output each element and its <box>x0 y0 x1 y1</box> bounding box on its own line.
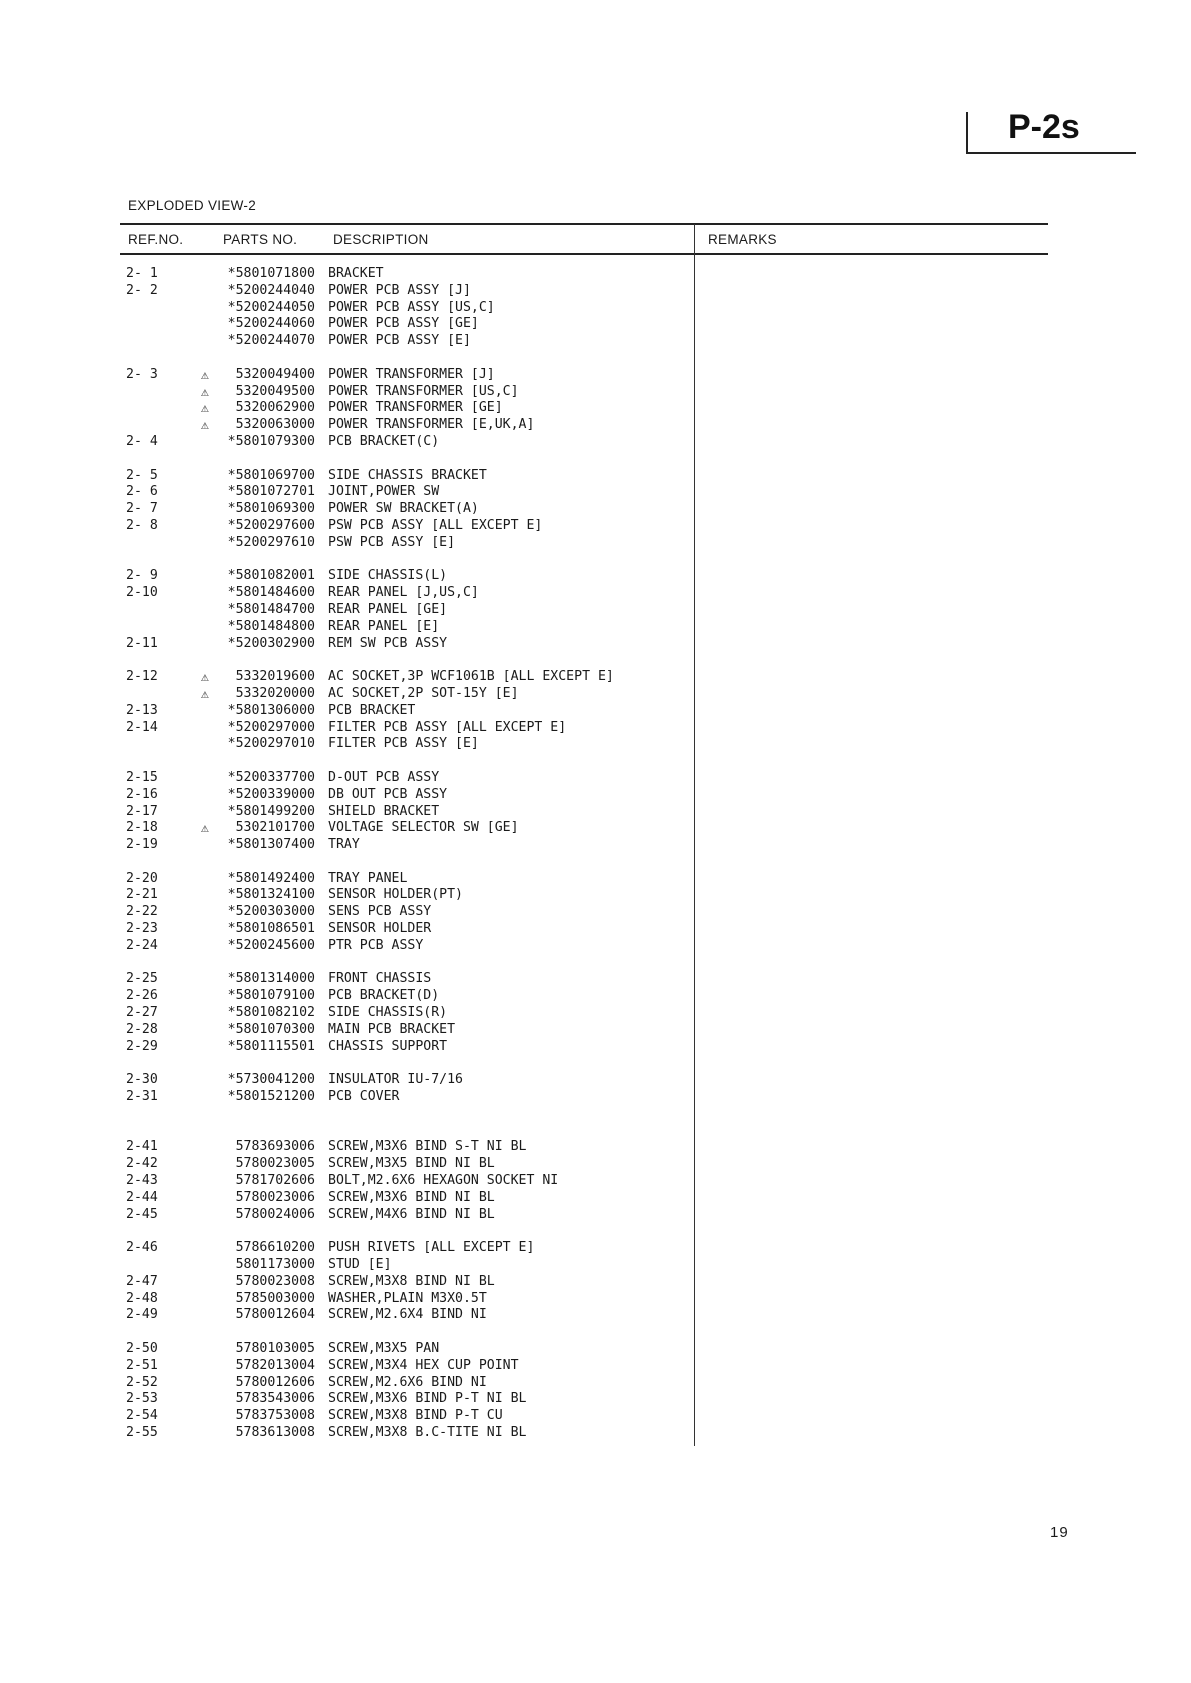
part-description: SCREW,M3X8 BIND NI BL <box>328 1273 495 1289</box>
part-number: *5200297600 <box>227 517 315 533</box>
ref-no: 2-49 <box>126 1307 158 1323</box>
part-description: POWER PCB ASSY [GE] <box>328 316 479 332</box>
table-row <box>0 1089 700 1106</box>
table-row <box>0 988 700 1005</box>
table-top-rule <box>120 223 1048 225</box>
safety-warning-icon: ⚠ <box>201 686 209 702</box>
part-number: *5801086501 <box>227 921 315 937</box>
part-description: POWER PCB ASSY [US,C] <box>328 299 495 315</box>
part-number: *5801484600 <box>227 585 315 601</box>
table-row <box>0 804 700 821</box>
row-spacer <box>0 753 700 770</box>
ref-no: 2- 7 <box>126 501 158 517</box>
part-number: *5200302900 <box>227 635 315 651</box>
part-description: SENS PCB ASSY <box>328 904 432 920</box>
part-description: SCREW,M3X8 B.C-TITE NI BL <box>328 1424 527 1440</box>
table-row <box>0 1408 700 1425</box>
ref-no: 2-20 <box>126 870 158 886</box>
part-description: AC SOCKET,3P WCF1061B [ALL EXCEPT E] <box>328 669 614 685</box>
part-description: POWER SW BRACKET(A) <box>328 501 479 517</box>
table-row <box>0 468 700 485</box>
table-row <box>0 1139 700 1156</box>
table-row <box>0 367 700 384</box>
part-description: POWER TRANSFORMER [J] <box>328 366 495 382</box>
ref-no: 2- 1 <box>126 266 158 281</box>
part-number: *5200339000 <box>227 786 315 802</box>
part-number: 5785003000 <box>235 1290 315 1306</box>
table-row <box>0 619 700 636</box>
part-number: 5332020000 <box>235 685 315 701</box>
part-number: 5783543006 <box>235 1391 315 1407</box>
part-number: *5801082001 <box>227 568 315 584</box>
part-description: PUSH RIVETS [ALL EXCEPT E] <box>328 1240 535 1256</box>
ref-no: 2-30 <box>126 1072 158 1088</box>
part-description: POWER TRANSFORMER [GE] <box>328 400 503 416</box>
part-number: 5780012604 <box>235 1307 315 1323</box>
ref-no: 2-44 <box>126 1189 158 1205</box>
part-description: POWER PCB ASSY [E] <box>328 333 471 349</box>
part-description: POWER PCB ASSY [J] <box>328 282 471 298</box>
part-description: FILTER PCB ASSY [E] <box>328 736 479 752</box>
table-row <box>0 1358 700 1375</box>
part-number: 5302101700 <box>235 820 315 836</box>
part-description: SCREW,M3X8 BIND P-T CU <box>328 1408 503 1424</box>
table-row <box>0 686 700 703</box>
ref-no: 2-27 <box>126 1005 158 1021</box>
safety-warning-icon: ⚠ <box>201 821 209 837</box>
row-spacer <box>0 1106 700 1140</box>
table-row <box>0 585 700 602</box>
part-description: BRACKET <box>328 266 384 281</box>
part-description: TRAY <box>328 837 360 853</box>
part-description: SIDE CHASSIS BRACKET <box>328 467 487 483</box>
safety-warning-icon: ⚠ <box>201 384 209 400</box>
part-description: TRAY PANEL <box>328 870 408 886</box>
part-number: 5780024006 <box>235 1206 315 1222</box>
table-row <box>0 1173 700 1190</box>
ref-no: 2- 3 <box>126 366 158 382</box>
part-description: FRONT CHASSIS <box>328 971 432 987</box>
table-row <box>0 971 700 988</box>
table-row <box>0 316 700 333</box>
table-row <box>0 1375 700 1392</box>
part-number: *5200303000 <box>227 904 315 920</box>
part-description: SCREW,M4X6 BIND NI BL <box>328 1206 495 1222</box>
ref-no: 2- 8 <box>126 517 158 533</box>
part-number: 5332019600 <box>235 669 315 685</box>
table-row <box>0 720 700 737</box>
part-description: SCREW,M2.6X6 BIND NI <box>328 1374 487 1390</box>
part-description: SCREW,M3X6 BIND P-T NI BL <box>328 1391 527 1407</box>
model-code: P-2s <box>1008 108 1080 146</box>
part-description: PCB BRACKET(C) <box>328 433 440 449</box>
ref-no: 2-45 <box>126 1206 158 1222</box>
col-header-remarks: REMARKS <box>708 232 777 247</box>
table-row <box>0 501 700 518</box>
part-number: *5801082102 <box>227 1005 315 1021</box>
ref-no: 2-48 <box>126 1290 158 1306</box>
table-row <box>0 736 700 753</box>
safety-warning-icon: ⚠ <box>201 367 209 383</box>
part-description: SHIELD BRACKET <box>328 803 440 819</box>
safety-warning-icon: ⚠ <box>201 401 209 417</box>
part-description: SENSOR HOLDER <box>328 921 432 937</box>
ref-no: 2-17 <box>126 803 158 819</box>
table-row <box>0 1190 700 1207</box>
table-row <box>0 1072 700 1089</box>
part-number: *5801115501 <box>227 1038 315 1054</box>
page-number: 19 <box>1050 1524 1069 1541</box>
table-header-rule <box>120 253 1048 255</box>
part-number: 5783613008 <box>235 1424 315 1440</box>
table-row <box>0 384 700 401</box>
row-spacer <box>0 350 700 367</box>
safety-warning-icon: ⚠ <box>201 670 209 686</box>
part-number: 5801173000 <box>235 1257 315 1273</box>
part-number: *5801324100 <box>227 887 315 903</box>
ref-no: 2-52 <box>126 1374 158 1390</box>
table-row <box>0 1274 700 1291</box>
part-description: SCREW,M3X5 BIND NI BL <box>328 1156 495 1172</box>
table-row <box>0 787 700 804</box>
ref-no: 2-14 <box>126 719 158 735</box>
part-number: 5780023006 <box>235 1189 315 1205</box>
table-row <box>0 837 700 854</box>
part-number: *5200337700 <box>227 769 315 785</box>
table-row <box>0 1391 700 1408</box>
part-number: *5730041200 <box>227 1072 315 1088</box>
part-number: *5801307400 <box>227 837 315 853</box>
part-description: WASHER,PLAIN M3X0.5T <box>328 1290 487 1306</box>
part-number: 5783693006 <box>235 1139 315 1155</box>
ref-no: 2-26 <box>126 988 158 1004</box>
table-row <box>0 1005 700 1022</box>
part-description: MAIN PCB BRACKET <box>328 1021 456 1037</box>
table-row <box>0 417 700 434</box>
ref-no: 2-46 <box>126 1240 158 1256</box>
part-number: *5801069700 <box>227 467 315 483</box>
section-title: EXPLODED VIEW-2 <box>128 198 257 213</box>
table-row <box>0 535 700 552</box>
part-number: *5801306000 <box>227 702 315 718</box>
part-number: *5801079100 <box>227 988 315 1004</box>
table-row <box>0 283 700 300</box>
table-row <box>0 400 700 417</box>
part-description: PCB BRACKET(D) <box>328 988 440 1004</box>
part-description: AC SOCKET,2P SOT-15Y [E] <box>328 685 519 701</box>
table-row <box>0 770 700 787</box>
part-number: *5801521200 <box>227 1089 315 1105</box>
ref-no: 2- 2 <box>126 282 158 298</box>
ref-no: 2- 6 <box>126 484 158 500</box>
ref-no: 2- 4 <box>126 433 158 449</box>
table-row <box>0 1257 700 1274</box>
ref-no: 2-25 <box>126 971 158 987</box>
ref-no: 2-24 <box>126 937 158 953</box>
row-spacer <box>0 854 700 871</box>
table-row <box>0 871 700 888</box>
part-number: 5783753008 <box>235 1408 315 1424</box>
ref-no: 2-47 <box>126 1273 158 1289</box>
row-spacer <box>0 451 700 468</box>
ref-no: 2-11 <box>126 635 158 651</box>
table-row <box>0 568 700 585</box>
ref-no: 2-43 <box>126 1173 158 1189</box>
col-header-part: PARTS NO. <box>223 232 298 247</box>
part-description: REAR PANEL [E] <box>328 618 440 634</box>
ref-no: 2-12 <box>126 669 158 685</box>
part-number: *5200244050 <box>227 299 315 315</box>
ref-no: 2-51 <box>126 1357 158 1373</box>
ref-no: 2-16 <box>126 786 158 802</box>
row-spacer <box>0 1324 700 1341</box>
ref-no: 2- 5 <box>126 467 158 483</box>
table-row <box>0 1291 700 1308</box>
ref-no: 2-22 <box>126 904 158 920</box>
parts-list <box>0 266 700 1442</box>
col-header-ref: REF.NO. <box>128 232 184 247</box>
ref-no: 2-18 <box>126 820 158 836</box>
part-number: *5801484800 <box>227 618 315 634</box>
part-number: *5200297000 <box>227 719 315 735</box>
table-row <box>0 938 700 955</box>
part-description: REAR PANEL [GE] <box>328 601 448 617</box>
ref-no: 2-54 <box>126 1408 158 1424</box>
part-description: PCB BRACKET <box>328 702 416 718</box>
part-number: 5320049400 <box>235 366 315 382</box>
part-number: 5320062900 <box>235 400 315 416</box>
part-number: 5782013004 <box>235 1357 315 1373</box>
ref-no: 2-41 <box>126 1139 158 1155</box>
table-row <box>0 484 700 501</box>
part-description: CHASSIS SUPPORT <box>328 1038 448 1054</box>
part-description: FILTER PCB ASSY [ALL EXCEPT E] <box>328 719 567 735</box>
table-row <box>0 602 700 619</box>
table-row <box>0 266 700 283</box>
table-row <box>0 1022 700 1039</box>
part-description: POWER TRANSFORMER [US,C] <box>328 383 519 399</box>
table-row <box>0 703 700 720</box>
part-description: SENSOR HOLDER(PT) <box>328 887 463 903</box>
row-spacer <box>0 552 700 569</box>
part-description: D-OUT PCB ASSY <box>328 769 440 785</box>
table-row <box>0 1341 700 1358</box>
table-row <box>0 669 700 686</box>
ref-no: 2-15 <box>126 769 158 785</box>
part-description: STUD [E] <box>328 1257 392 1273</box>
part-number: 5320049500 <box>235 383 315 399</box>
part-description: PSW PCB ASSY [ALL EXCEPT E] <box>328 517 543 533</box>
table-row <box>0 1039 700 1056</box>
part-number: 5320063000 <box>235 417 315 433</box>
part-number: *5801072701 <box>227 484 315 500</box>
table-row <box>0 434 700 451</box>
ref-no: 2-19 <box>126 837 158 853</box>
part-description: JOINT,POWER SW <box>328 484 440 500</box>
ref-no: 2-50 <box>126 1341 158 1356</box>
table-row <box>0 1156 700 1173</box>
table-row <box>0 921 700 938</box>
table-row <box>0 1240 700 1257</box>
part-number: *5200244040 <box>227 282 315 298</box>
part-number: 5780023005 <box>235 1156 315 1172</box>
part-number: *5801070300 <box>227 1021 315 1037</box>
col-header-description: DESCRIPTION <box>333 232 429 247</box>
part-number: *5801079300 <box>227 433 315 449</box>
ref-no: 2-29 <box>126 1038 158 1054</box>
table-row <box>0 887 700 904</box>
ref-no: 2-10 <box>126 585 158 601</box>
table-row <box>0 1307 700 1324</box>
part-description: INSULATOR IU-7/16 <box>328 1072 463 1088</box>
table-row <box>0 300 700 317</box>
part-description: DB OUT PCB ASSY <box>328 786 448 802</box>
part-number: *5801499200 <box>227 803 315 819</box>
part-description: REAR PANEL [J,US,C] <box>328 585 479 601</box>
part-number: *5200297010 <box>227 736 315 752</box>
part-description: PCB COVER <box>328 1089 400 1105</box>
part-number: *5200244060 <box>227 316 315 332</box>
part-description: PSW PCB ASSY [E] <box>328 534 456 550</box>
part-number: *5801492400 <box>227 870 315 886</box>
row-spacer <box>0 1055 700 1072</box>
part-description: SCREW,M3X6 BIND S-T NI BL <box>328 1139 527 1155</box>
part-description: SCREW,M3X6 BIND NI BL <box>328 1189 495 1205</box>
row-spacer <box>0 1223 700 1240</box>
safety-warning-icon: ⚠ <box>201 418 209 434</box>
part-number: 5780012606 <box>235 1374 315 1390</box>
table-row <box>0 333 700 350</box>
part-description: POWER TRANSFORMER [E,UK,A] <box>328 417 535 433</box>
ref-no: 2-23 <box>126 921 158 937</box>
part-number: *5200245600 <box>227 937 315 953</box>
part-number: *5801071800 <box>227 266 315 281</box>
part-number: *5801069300 <box>227 501 315 517</box>
table-row <box>0 636 700 653</box>
ref-no: 2- 9 <box>126 568 158 584</box>
part-description: VOLTAGE SELECTOR SW [GE] <box>328 820 519 836</box>
ref-no: 2-55 <box>126 1424 158 1440</box>
table-row <box>0 1207 700 1224</box>
part-description: SIDE CHASSIS(R) <box>328 1005 448 1021</box>
row-spacer <box>0 652 700 669</box>
part-description: SIDE CHASSIS(L) <box>328 568 448 584</box>
table-row <box>0 820 700 837</box>
ref-no: 2-31 <box>126 1089 158 1105</box>
ref-no: 2-28 <box>126 1021 158 1037</box>
part-description: BOLT,M2.6X6 HEXAGON SOCKET NI <box>328 1173 559 1189</box>
part-number: 5780103005 <box>235 1341 315 1356</box>
table-row <box>0 518 700 535</box>
part-description: REM SW PCB ASSY <box>328 635 448 651</box>
ref-no: 2-21 <box>126 887 158 903</box>
part-number: *5200244070 <box>227 333 315 349</box>
table-row <box>0 904 700 921</box>
part-number: 5781702606 <box>235 1173 315 1189</box>
part-number: *5801314000 <box>227 971 315 987</box>
part-description: SCREW,M2.6X4 BIND NI <box>328 1307 487 1323</box>
part-description: PTR PCB ASSY <box>328 937 424 953</box>
ref-no: 2-42 <box>126 1156 158 1172</box>
part-description: SCREW,M3X5 PAN <box>328 1341 440 1356</box>
ref-no: 2-13 <box>126 702 158 718</box>
part-description: SCREW,M3X4 HEX CUP POINT <box>328 1357 519 1373</box>
row-spacer <box>0 955 700 972</box>
part-number: *5801484700 <box>227 601 315 617</box>
part-number: *5200297610 <box>227 534 315 550</box>
ref-no: 2-53 <box>126 1391 158 1407</box>
table-row <box>0 1425 700 1442</box>
part-number: 5786610200 <box>235 1240 315 1256</box>
part-number: 5780023008 <box>235 1273 315 1289</box>
